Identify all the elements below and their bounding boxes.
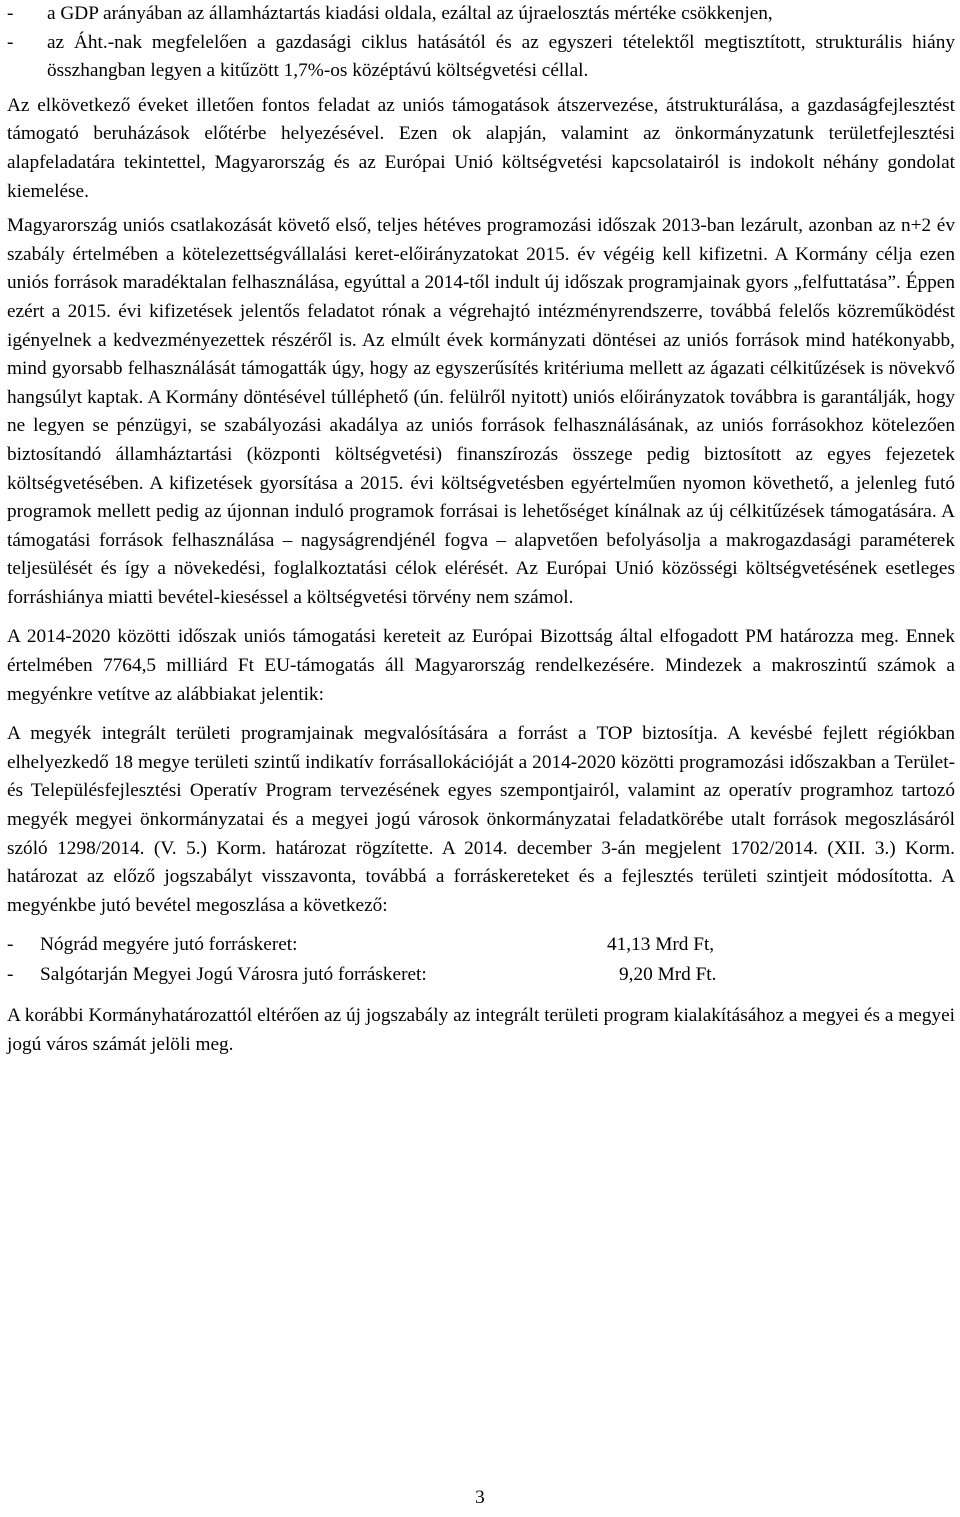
allocation-label: Nógrád megyére jutó forráskeret: [40, 934, 298, 956]
paragraph-2014-2020-framework: A 2014-2020 közötti időszak uniós támogatási kereteit az Európai Bizottság által elfogadott PM határozza meg. Ennek értelmében 7764,5 milliárd Ft EU-támogatás áll Magyarország rendelkezésére. Mindezek a makroszintű számok a megyénkre vetítve az alábbiakat jelentik: [7, 626, 955, 705]
page-number: 3 [475, 1487, 485, 1508]
paragraph-integrated-program: A korábbi Kormányhatározattól eltérően az új jogszabály az integrált területi program kialakításához a megyei és a megyei jogú város számát jelöli meg. [7, 1005, 955, 1055]
bullet-text: az Áht.-nak megfelelően a gazdasági ciklus hatásától és az egyszeri tételektől megtisztított, strukturális hiány összhangban legyen a kitűzött 1,7%-os középtávú költségvetési céllal. [47, 31, 955, 82]
top-bullet-list [7, 0, 955, 86]
allocation-list [7, 931, 955, 991]
allocation-label: Salgótarján Megyei Jogú Városra jutó forráskeret: [40, 964, 427, 986]
paragraph-eu-funding-intro: Az elkövetkező éveket illetően fontos feladat az uniós támogatások átszervezése, átstrukturálása, a gazdaságfejlesztést támogató beruházások előtérbe helyezésével. Ezen ok alapján, valamint az önkormányzatunk területfejlesztési alapfeladatára tekintettel, Magyarország és az Európai Unió költségvetési kapcsolatairól is indokolt néhány gondolat kiemelése. [7, 94, 955, 202]
allocation-item [7, 961, 955, 991]
allocation-dash: - [7, 934, 14, 956]
bullet-text: a GDP arányában az államháztartás kiadási oldala, ezáltal az újraelosztás mértéke csökkenjen, [47, 3, 773, 24]
allocation-item [7, 931, 955, 961]
document-page [7, 0, 955, 1060]
allocation-value: 9,20 Mrd Ft. [619, 964, 717, 986]
bullet-dash: - [7, 3, 14, 24]
allocation-value: 41,13 Mrd Ft, [607, 934, 715, 956]
paragraph-top-allocation: A megyék integrált területi programjainak megvalósítására a forrást a TOP biztosítja. A kevésbé fejlett régiókban elhelyezkedő 18 megye területi szintű indikatív forrásallokációját a 2014-2020 közötti programozási időszakban a Terület- és Településfejlesztési Operatív Program tervezésének egyes szempontjairól, valamint az operatív programhoz tartozó megyék megyei önkormányzatai és a megyei jogú városok önkormányzatai feladatkörébe utalt források megoszlásáról szóló 1298/2014. (V. 5.) Korm. határozat rögzítette. A 2014. december 3-án megjelent 1702/2014. (XII. 3.) Korm. határozat az előző jogszabályt visszavonta, továbbá a forráskereteket és a fejlesztés területi szintjeit módosította. A megyénkbe jutó bevétel megoszlása a következő: [7, 723, 955, 916]
paragraph-programming-period: Magyarország uniós csatlakozását követő első, teljes hétéves programozási időszak 2013-ban lezárult, azonban az n+2 év szabály értelmében a kötelezettségvállalási keret-előirányzatokat 2015. év végéig kell kifizetni. A Kormány célja ezen uniós források maradéktalan felhasználása, egyúttal a 2014-től indult új időszak programjainak gyors „felfuttatása”. Éppen ezért a 2015. évi kifizetések jelentős feladatot rónak a végrehajtó intézményrendszerre, továbbá felelős közreműködést igényelnek a kedvezményezettek részéről is. Az elmúlt évek kormányzati döntései az uniós források mind hatékonyabb, mind gyorsabb felhasználását támogatták úgy, hogy az egyszerűsítés kritériuma mellett az ágazati célkitűzések is növekvő hangsúlyt kaptak. A Kormány döntésével túlléphető (ún. felülről nyitott) uniós előirányzatok továbbra is garantálják, hogy ne legyen se pénzügyi, se szabályozási akadálya az uniós források felhasználásának, az uniós forrásokhoz kötelezően biztosítandó államháztartási (központi költségvetési) finanszírozás összege pedig biztosított az egyes fejezetek költségvetésében. A kifizetések gyorsítása a 2015. évi költségvetésben egyértelműen nyomon követhető, a jelenleg futó programok mellett pedig az újonnan induló programok forrásai is lehetőséget kínálnak az új célkitűzések támogatására. A támogatási források felhasználása – nagyságrendjénél fogva – alapvetően befolyásolja a makrogazdasági paraméterek teljesülését és így a növekedési, foglalkoztatási célok elérését. Az Európai Unió közösségi költségvetésének esetleges forráshiánya miatti bevétel-kieséssel a költségvetési törvény nem számol. [7, 215, 955, 608]
bullet-item [7, 0, 955, 29]
allocation-dash: - [7, 964, 14, 986]
bullet-dash: - [7, 31, 14, 53]
bullet-item [7, 29, 955, 86]
